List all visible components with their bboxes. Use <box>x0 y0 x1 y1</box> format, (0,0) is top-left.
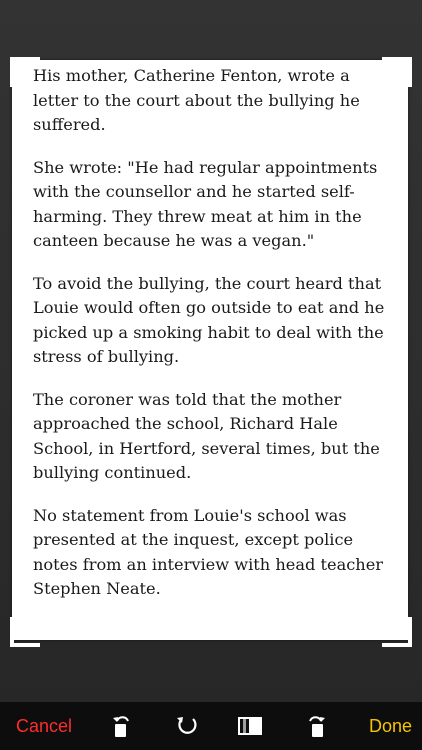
bottom-toolbar <box>0 702 422 750</box>
scanned-document <box>12 60 408 640</box>
aspect-ratio-icon <box>237 715 263 737</box>
aspect-ratio-button[interactable] <box>233 702 267 750</box>
cancel-button[interactable]: Cancel <box>16 715 73 736</box>
rotate-right-button[interactable] <box>298 702 332 750</box>
paragraph-2: She wrote: "He had regular appointments with the counsellor and he started self-harming. They threw meat at him in the canteen because he was a vegan." <box>33 157 378 250</box>
crop-handle-bottom-right[interactable] <box>382 617 412 647</box>
paragraph-3: To avoid the bullying, the court heard that Louie would often go outside to eat and he picked up a smoking habit to deal with the stress of bullying. <box>33 273 385 366</box>
done-button[interactable]: Done <box>368 715 412 736</box>
paragraph-5: No statement from Louie's school was presented at the inquest, except police notes from an interview with head teacher Stephen Neate. <box>33 505 384 598</box>
rotate-reset-button[interactable] <box>170 702 204 750</box>
crop-handle-top-left[interactable] <box>10 57 40 87</box>
rotate-left-button[interactable] <box>106 702 140 750</box>
crop-handle-bottom-left[interactable] <box>10 617 40 647</box>
document-text <box>33 64 395 620</box>
crop-handle-top-right[interactable] <box>382 57 412 87</box>
rotate-reset-icon <box>174 713 200 739</box>
paragraph-4: The coroner was told that the mother approached the school, Richard Hale School, in Hertford, several times, but the bullying continued. <box>33 389 380 482</box>
paragraph-1: His mother, Catherine Fenton, wrote a letter to the court about the bullying he suffered. <box>33 66 360 134</box>
rotate-right-icon <box>303 713 327 739</box>
rotate-left-icon <box>111 713 135 739</box>
